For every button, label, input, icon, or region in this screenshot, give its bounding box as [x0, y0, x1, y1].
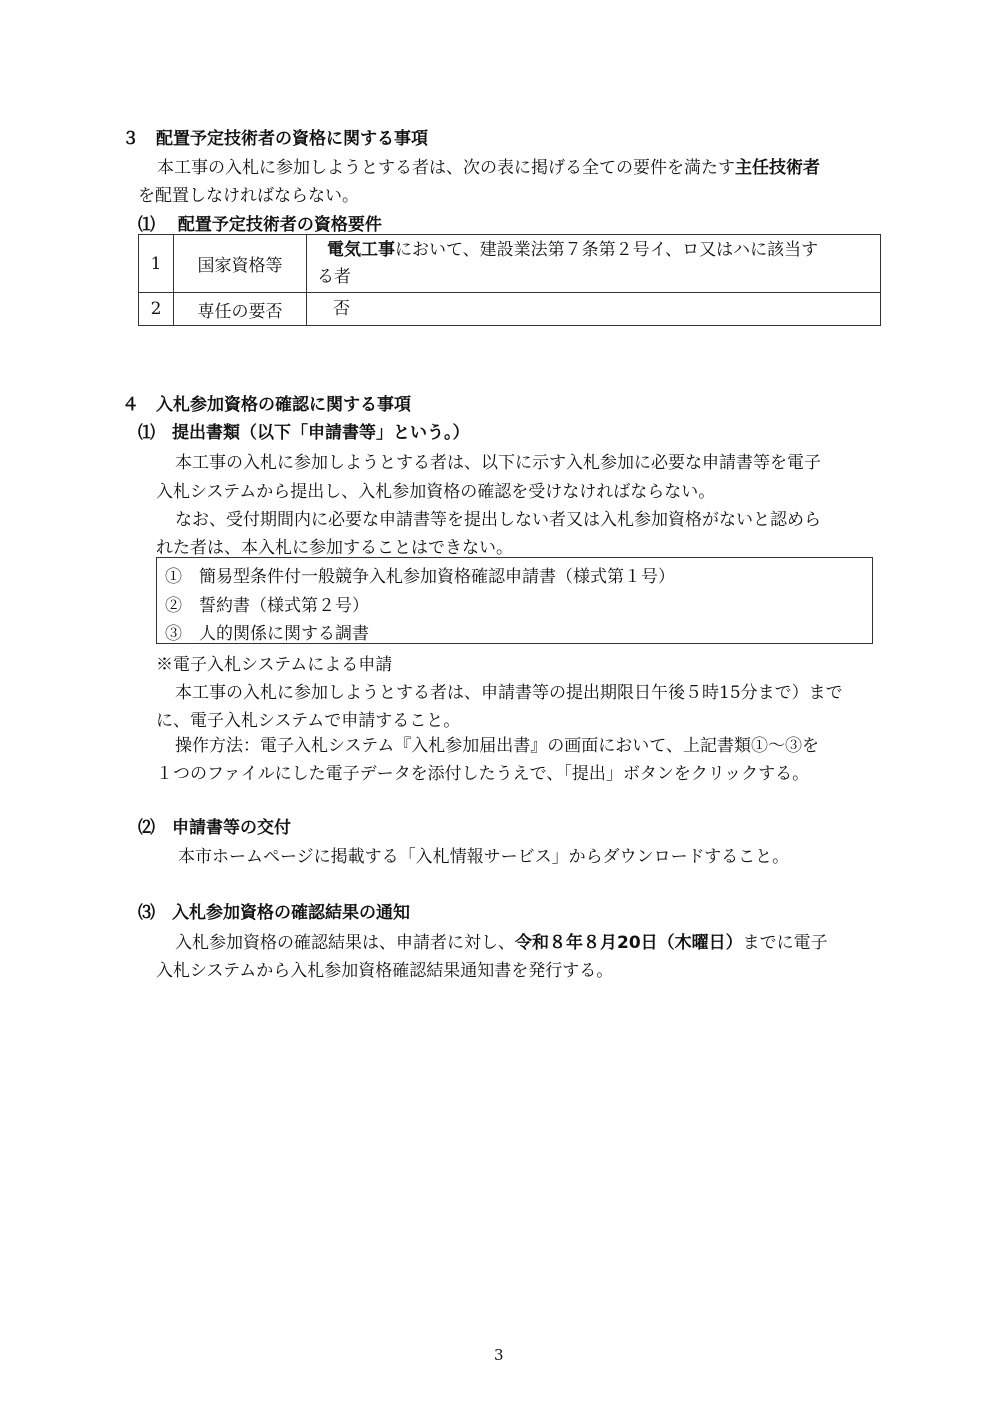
table-cell-value	[307, 235, 881, 293]
section4-sub3-heading: ⑶ 入札参加資格の確認結果の通知	[138, 903, 410, 923]
section4-sub1-heading: ⑴ 提出書類（以下「申請書等」という。）	[138, 423, 470, 443]
section4-sub2-heading: ⑵ 申請書等の交付	[138, 818, 291, 838]
section4-sub3-line2: 入札システムから入札参加資格確認結果通知書を発行する。	[156, 961, 614, 981]
section4-heading: ４ 入札参加資格の確認に関する事項	[122, 395, 411, 415]
qualification-table	[138, 234, 881, 326]
note-p2-line2: １つのファイルにした電子データを添付したうえで、「提出」ボタンをクリックする。	[156, 764, 810, 784]
table-row	[139, 293, 881, 326]
table-cell-name: 国家資格等	[174, 235, 307, 293]
table-cell-name: 専任の要否	[174, 293, 307, 326]
section3-paragraph-line2: を配置しなければならない。	[138, 186, 359, 206]
page-number: 3	[494, 1346, 504, 1364]
table-cell-num: 2	[139, 293, 174, 326]
section3-paragraph-line1	[157, 153, 820, 178]
notification-date-emphasis: 令和８年８月20日（木曜日）	[515, 933, 743, 953]
note-p2-line1: 操作方法：電子入札システム『入札参加届出書』の画面において、上記書類①～③を	[175, 736, 819, 756]
list-item: ② 誓約書（様式第２号）	[165, 596, 369, 616]
note-heading: ※電子入札システムによる申請	[156, 655, 393, 675]
section4-sub1-p2-line2: れた者は、本入札に参加することはできない。	[156, 538, 513, 558]
table-value-text: において、建設業法第７条第２号イ、ロ又はハに該当す	[395, 239, 819, 260]
required-documents-box	[156, 557, 873, 644]
section4-sub1-p2-line1: なお、受付期間内に必要な申請書等を提出しない者又は入札参加資格がないと認めら	[175, 510, 821, 530]
table-cell-num: 1	[139, 235, 174, 293]
section4-sub3-line1	[175, 928, 828, 953]
section3-paragraph-text: 本工事の入札に参加しようとする者は、次の表に掲げる全ての要件を満たす	[157, 158, 735, 178]
section4-sub2-text: 本市ホームページに掲載する「入札情報サービス」からダウンロードすること。	[178, 847, 790, 867]
section4-sub1-p1-line1: 本工事の入札に参加しようとする者は、以下に示す入札参加に必要な申請書等を電子	[175, 453, 821, 473]
table-value-line2: る者	[317, 266, 351, 287]
electric-work-emphasis: 電気工事	[327, 239, 395, 260]
table-row	[139, 235, 881, 293]
list-item: ③ 人的関係に関する調書	[165, 624, 369, 644]
section4-sub1-p1-line2: 入札システムから提出し、入札参加資格の確認を受けなければならない。	[156, 482, 716, 502]
section3-sub1-heading: ⑴ 配置予定技術者の資格要件	[138, 215, 382, 235]
sub3-text: までに電子	[742, 933, 828, 953]
note-p1-line1: 本工事の入札に参加しようとする者は、申請書等の提出期限日午後５時15分まで）まで	[175, 683, 843, 703]
sub3-text: 入札参加資格の確認結果は、申請者に対し、	[175, 933, 515, 953]
list-item: ① 簡易型条件付一般競争入札参加資格確認申請書（様式第１号）	[165, 567, 675, 587]
chief-engineer-emphasis: 主任技術者	[735, 158, 820, 178]
table-cell-value: 否	[307, 293, 881, 326]
note-p1-line2: に、電子入札システムで申請すること。	[156, 711, 461, 731]
section3-heading: ３ 配置予定技術者の資格に関する事項	[122, 129, 428, 149]
